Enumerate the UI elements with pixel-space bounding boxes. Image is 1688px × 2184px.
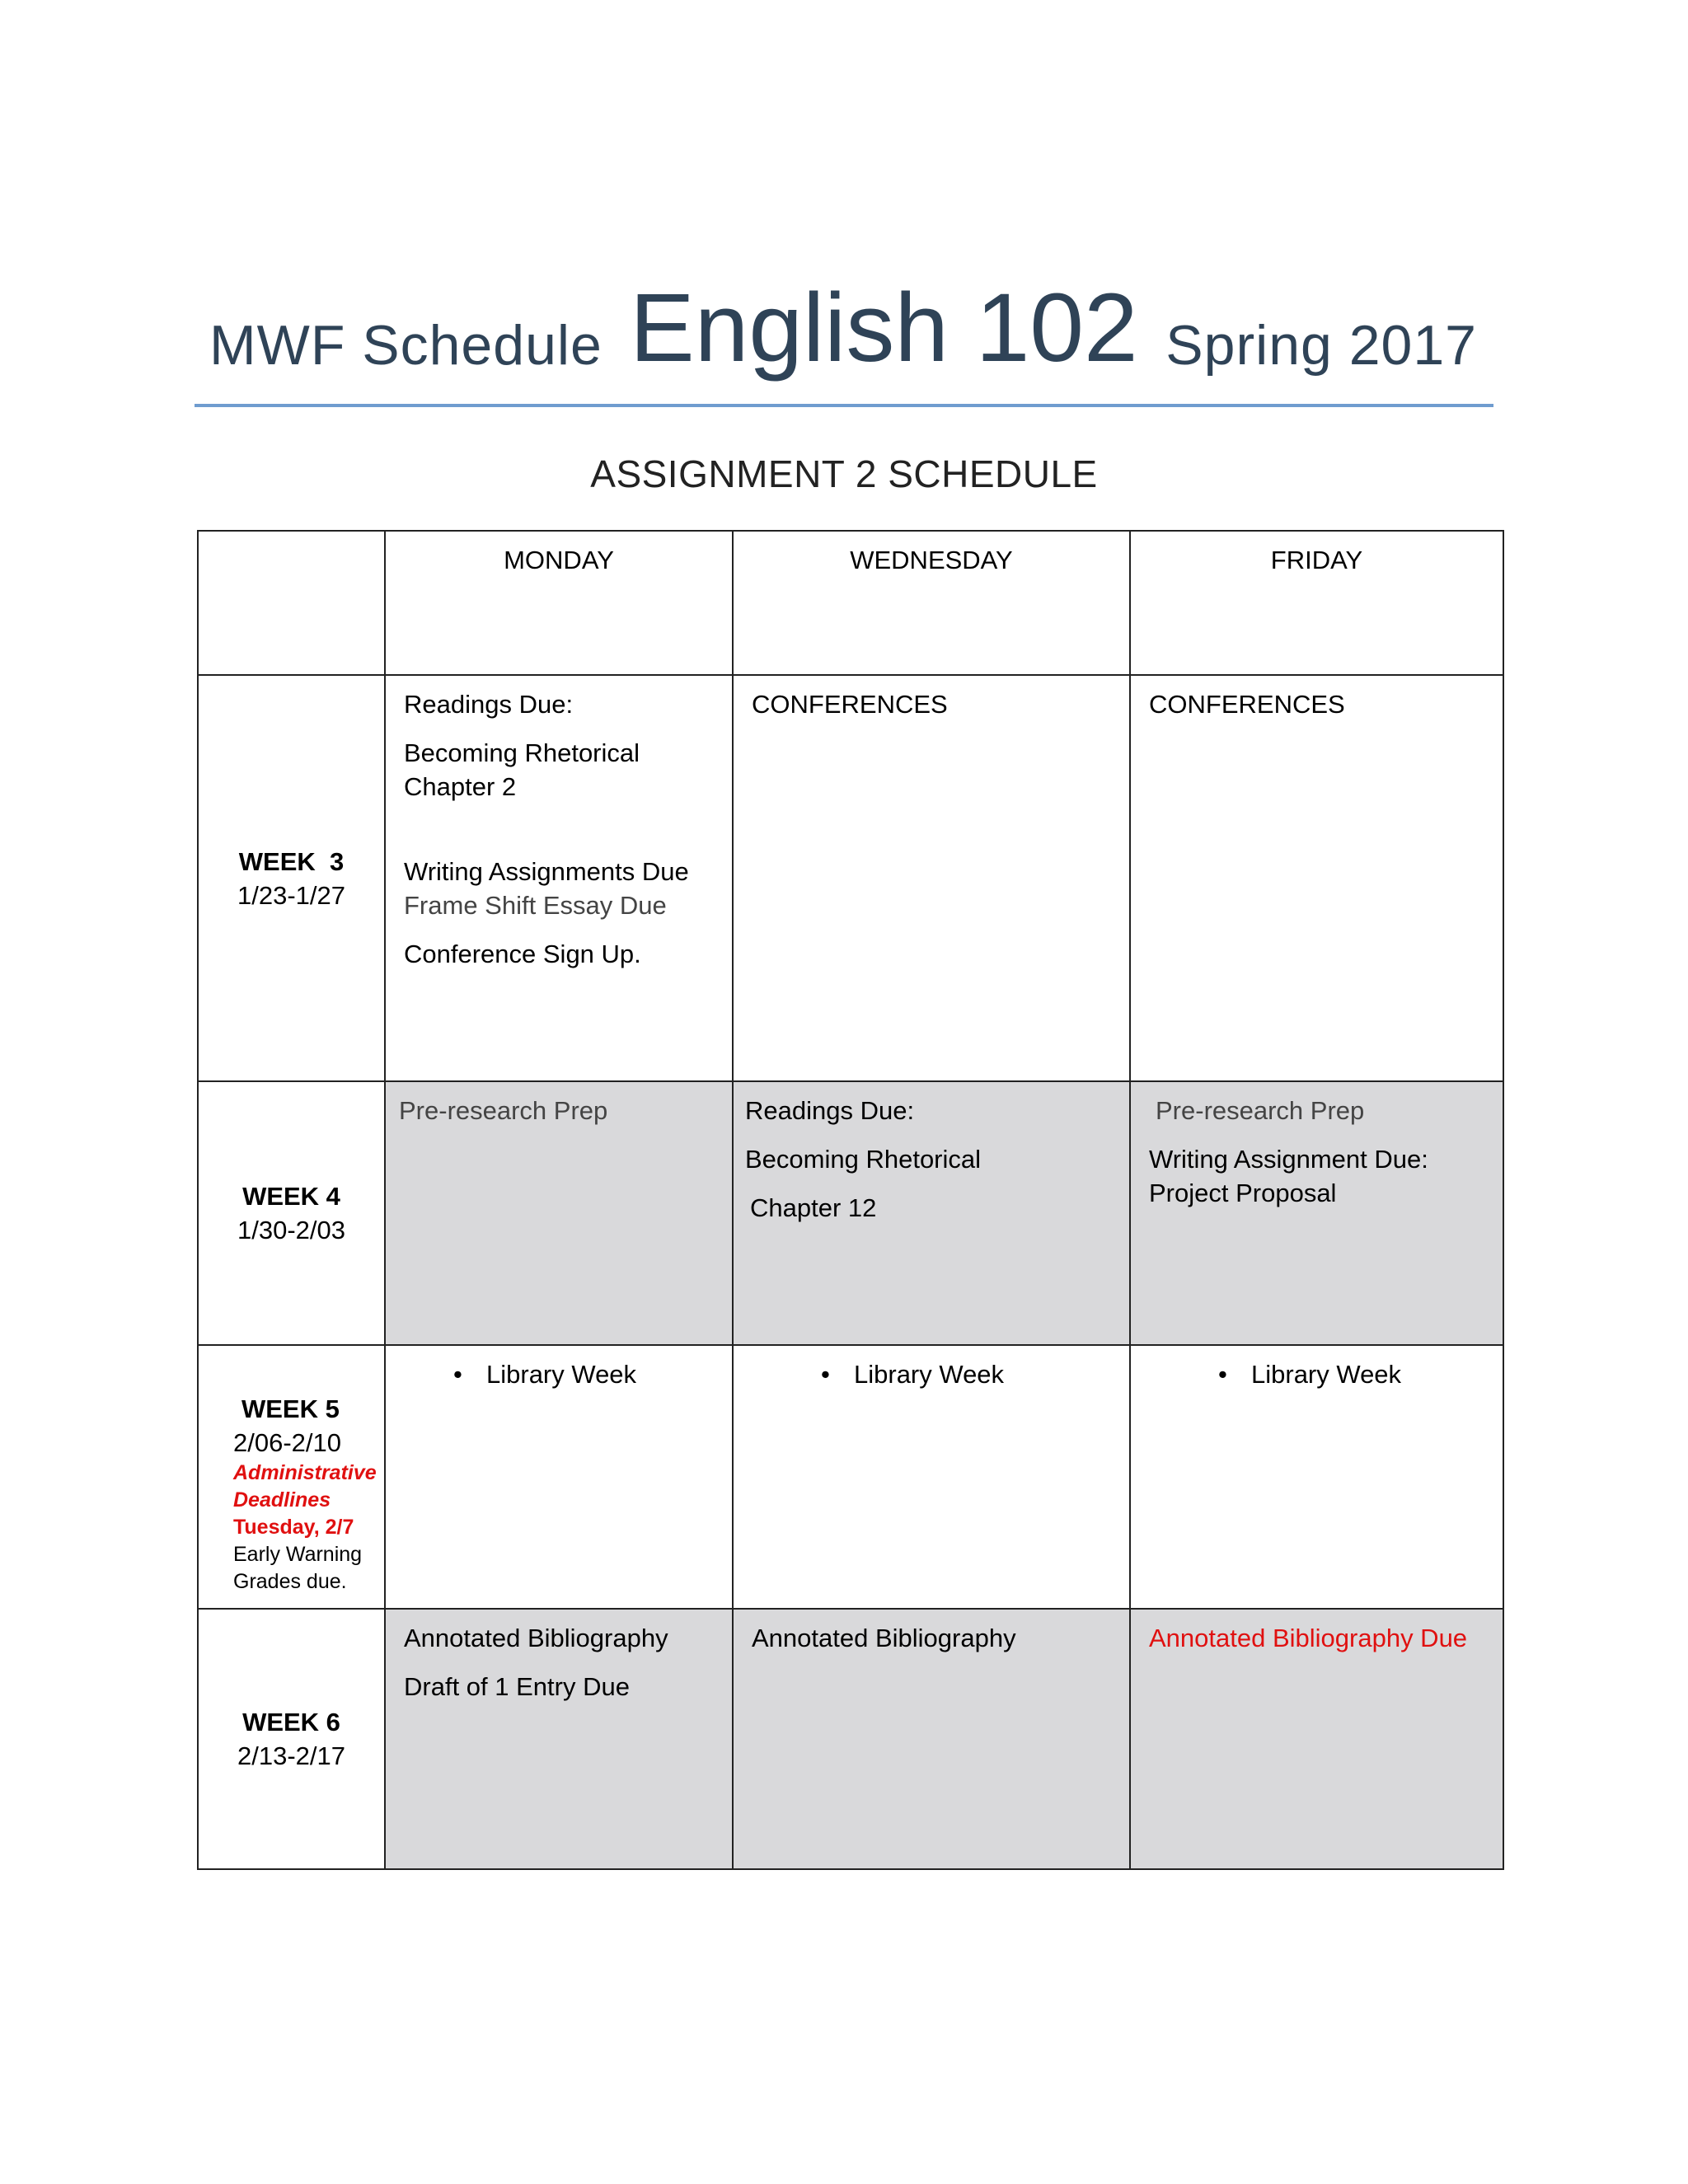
week4-proposal: Project Proposal — [1149, 1179, 1337, 1207]
week4-friday — [1130, 1081, 1503, 1345]
schedule-type: MWF Schedule — [209, 314, 603, 377]
week6-dates: 2/13-2/17 — [237, 1741, 345, 1770]
week3-essay: Frame Shift Essay Due — [404, 891, 667, 920]
week6-friday-text: Annotated Bibliography Due — [1149, 1624, 1468, 1652]
week4-readings-label: Readings Due: — [745, 1096, 915, 1125]
week5-label: WEEK 5 — [241, 1394, 340, 1423]
bullet-icon: • — [1218, 1360, 1227, 1389]
week6-wednesday-text: Annotated Bibliography — [752, 1624, 1016, 1652]
week5-wednesday-text: Library Week — [854, 1360, 1005, 1389]
header-rule — [195, 404, 1493, 407]
week4-wednesday — [733, 1081, 1130, 1345]
week4-label: WEEK 4 — [242, 1182, 340, 1211]
week6-monday — [385, 1609, 733, 1869]
bullet-icon: • — [821, 1360, 830, 1389]
week3-friday — [1130, 675, 1503, 1081]
corner-cell — [198, 531, 385, 675]
week6-monday-line2: Draft of 1 Entry Due — [404, 1672, 630, 1701]
week5-wednesday — [733, 1345, 1130, 1609]
week5-monday-text: Library Week — [486, 1360, 637, 1389]
week6-label: WEEK 6 — [242, 1708, 340, 1736]
week3-monday — [385, 675, 733, 1081]
week3-readings-label: Readings Due: — [404, 690, 574, 719]
week5-wednesday-item — [752, 1357, 1111, 1391]
week5-friday-text: Library Week — [1251, 1360, 1402, 1389]
week5-row — [198, 1345, 1503, 1609]
week5-friday — [1130, 1345, 1503, 1609]
week6-label-cell — [198, 1609, 385, 1869]
table-header-row — [198, 531, 1503, 675]
week4-row — [198, 1081, 1503, 1345]
week3-label-cell — [198, 675, 385, 1081]
week4-monday-text: Pre-research Prep — [399, 1096, 608, 1125]
header-monday: MONDAY — [385, 531, 733, 675]
week5-admin-line1: Administrative — [233, 1461, 377, 1484]
week6-row — [198, 1609, 1503, 1869]
week3-label: WEEK 3 — [238, 846, 345, 876]
document-header — [195, 272, 1492, 382]
course-title: English 102 — [630, 274, 1138, 382]
header-wednesday: WEDNESDAY — [733, 531, 1130, 675]
bullet-icon: • — [453, 1360, 462, 1389]
week6-monday-line1: Annotated Bibliography — [404, 1624, 668, 1652]
week5-admin-line2: Deadlines — [233, 1488, 331, 1511]
week3-writing-label: Writing Assignments Due — [404, 857, 689, 886]
week3-book-line1: Becoming Rhetorical — [404, 738, 640, 767]
schedule-table — [197, 530, 1504, 1870]
week5-label-cell — [198, 1345, 385, 1609]
week4-friday-prep: Pre-research Prep — [1156, 1096, 1365, 1125]
week5-dates: 2/06-2/10 — [233, 1428, 341, 1457]
page-subtitle: ASSIGNMENT 2 SCHEDULE — [590, 452, 1098, 495]
week4-dates: 1/30-2/03 — [237, 1216, 345, 1244]
week5-admin-note2: Grades due. — [233, 1570, 347, 1593]
week4-label-cell — [198, 1081, 385, 1345]
week3-signup: Conference Sign Up. — [404, 940, 641, 968]
header-friday: FRIDAY — [1130, 531, 1503, 675]
week4-chapter: Chapter 12 — [750, 1193, 877, 1222]
week4-writing-label: Writing Assignment Due: — [1149, 1145, 1428, 1174]
week6-friday — [1130, 1609, 1503, 1869]
week3-dates: 1/23-1/27 — [237, 880, 345, 910]
week5-admin-date: Tuesday, 2/7 — [233, 1516, 354, 1539]
week6-wednesday — [733, 1609, 1130, 1869]
week5-admin-note1: Early Warning — [233, 1543, 363, 1566]
week5-monday-item — [404, 1357, 714, 1391]
term: Spring 2017 — [1165, 314, 1477, 377]
week3-row — [198, 675, 1503, 1081]
week3-wednesday-text: CONFERENCES — [752, 690, 948, 719]
week3-book-line2: Chapter 2 — [404, 772, 517, 801]
week3-friday-text: CONFERENCES — [1149, 690, 1345, 719]
week5-monday — [385, 1345, 733, 1609]
week4-book: Becoming Rhetorical — [745, 1145, 982, 1174]
week3-wednesday — [733, 675, 1130, 1081]
week4-monday — [385, 1081, 733, 1345]
week5-friday-item — [1149, 1357, 1484, 1391]
